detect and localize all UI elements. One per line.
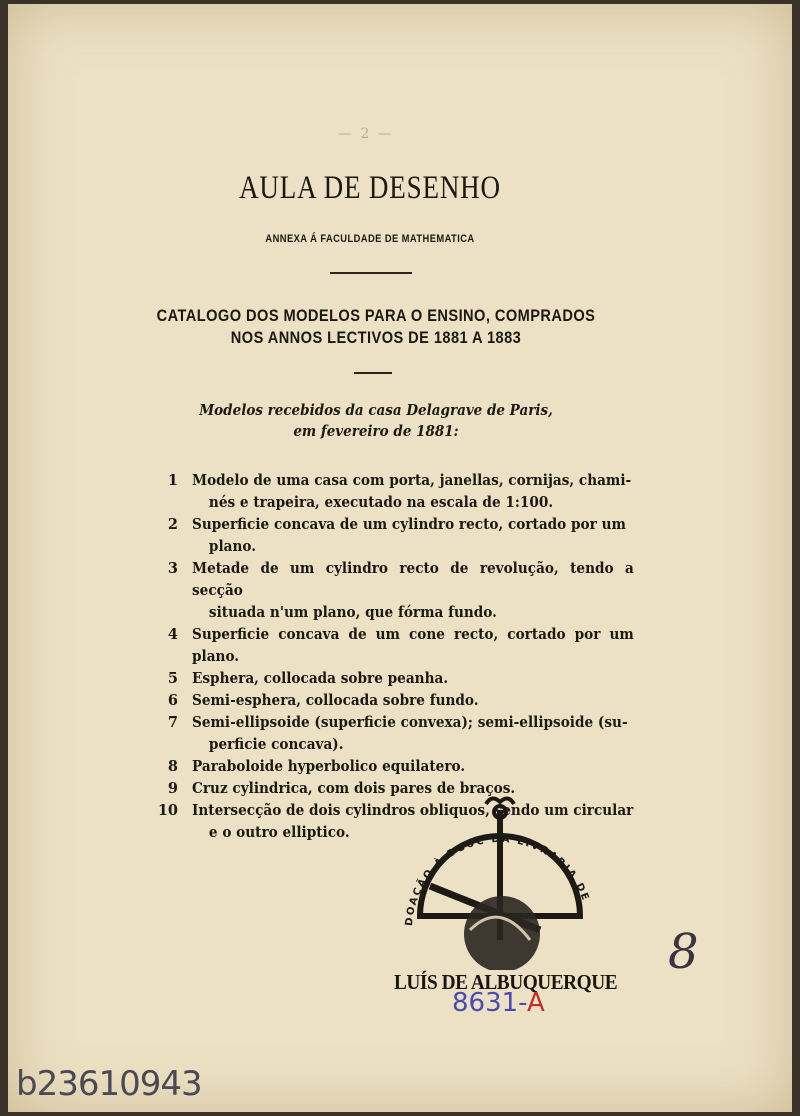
list-item-text: e o outro elliptico. <box>208 824 350 841</box>
list-item-text: Metade de um cylindro recto de revolução, tendo a secção <box>192 560 634 599</box>
list-item-number: 3 <box>167 560 178 577</box>
list-item <box>148 514 626 558</box>
list-item-text: Superficie concava de um cone recto, cortado por um plano. <box>192 626 634 665</box>
list-item-text: nés e trapeira, executado na escala de 1:100. <box>208 494 554 511</box>
catalog-heading <box>60 305 693 349</box>
list-item-text: Cruz cylindrica, com dois pares de braços. <box>192 780 516 797</box>
list-item <box>148 756 598 778</box>
divider-rule-short <box>354 372 392 374</box>
document-page <box>8 4 792 1112</box>
list-item-text: Superficie concava de um cylindro recto, cortado por um <box>192 516 626 533</box>
list-item-text: Intersecção de dois cylindros obliquos, sendo um circular <box>192 802 634 819</box>
section-heading-line: Modelos recebidos da casa Delagrave de Paris, <box>199 401 553 419</box>
model-list <box>148 470 634 844</box>
handwritten-barcode-id: b23610943 <box>16 1064 202 1104</box>
list-item-number: 5 <box>167 670 178 687</box>
list-item-text: Semi-ellipsoide (superficie convexa); semi-ellipsoide (su- <box>192 714 628 731</box>
library-stamp <box>390 790 600 970</box>
section-heading-line: em fevereiro de 1881: <box>293 422 459 440</box>
list-item-text: plano. <box>208 538 256 555</box>
list-item <box>148 470 632 514</box>
list-item-text: Esphera, collocada sobre peanha. <box>192 670 449 687</box>
catalog-heading-line: NOS ANNOS LECTIVOS DE 1881 A 1883 <box>230 328 522 347</box>
list-item <box>148 668 598 690</box>
handwritten-page-mark: 8 <box>668 924 699 980</box>
list-item-text: Semi-esphera, collocada sobre fundo. <box>192 692 479 709</box>
list-item <box>148 712 628 756</box>
stamp-owner-name: LUÍS DE ALBUQUERQUE <box>394 970 618 994</box>
list-item-text: situada n'um plano, que fórma fundo. <box>208 604 497 621</box>
list-item-number: 6 <box>167 692 178 709</box>
list-item-text: Paraboloide hyperbolico equilatero. <box>192 758 466 775</box>
page-subtitle: ANNEXA Á FACULDADE DE MATHEMATICA <box>265 233 475 245</box>
page-number: — 2 — <box>338 126 394 142</box>
list-item <box>148 624 634 668</box>
list-item <box>148 558 634 624</box>
list-item-number: 9 <box>167 780 178 797</box>
list-item-number: 7 <box>167 714 178 731</box>
list-item-number: 8 <box>167 758 178 775</box>
list-item <box>148 690 598 712</box>
list-item-number: 10 <box>157 802 178 819</box>
shelf-mark-letter: A <box>526 988 545 1018</box>
shelf-mark-number: 8631- <box>452 988 527 1018</box>
section-heading <box>45 400 707 442</box>
shelf-mark <box>452 988 545 1018</box>
stamp-arc-text: DOAÇÃO À BGUC DA LIVRARIA DE <box>403 833 592 927</box>
catalog-heading-line: CATALOGO DOS MODELOS PARA O ENSINO, COMPRADOS <box>156 306 596 325</box>
list-item-text: Modelo de uma casa com porta, janellas, cornijas, chami- <box>192 472 632 489</box>
list-item-text: perficie concava). <box>208 736 344 753</box>
page-title: AULA DE DESENHO <box>239 170 501 206</box>
list-item-number: 1 <box>167 472 178 489</box>
divider-rule <box>330 272 412 274</box>
list-item-number: 4 <box>167 626 178 643</box>
list-item-number: 2 <box>167 516 178 533</box>
